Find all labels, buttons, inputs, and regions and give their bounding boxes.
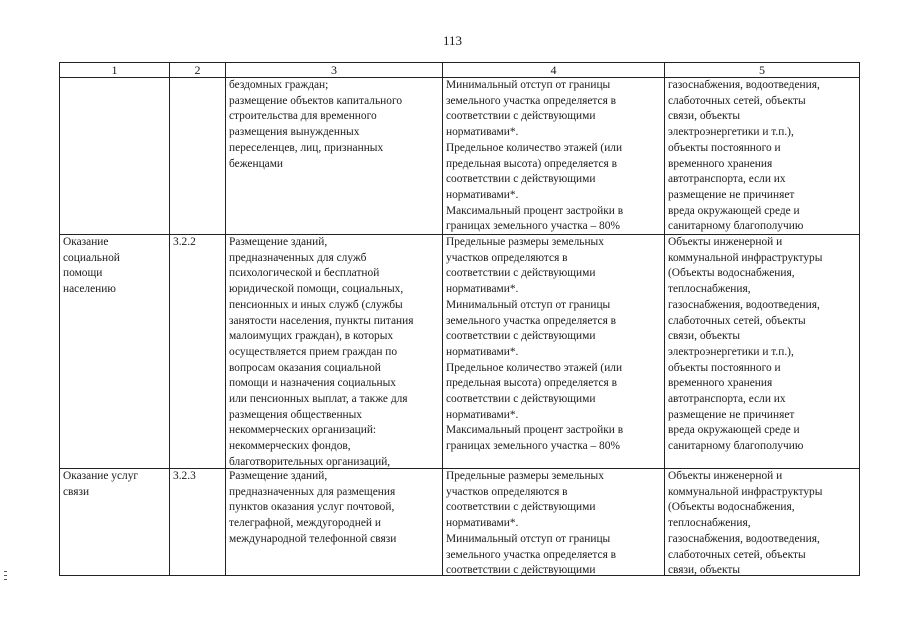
cell-text-line: Минимальный отступ от границы bbox=[446, 532, 611, 545]
cell-text-line: земельного участка определяется в bbox=[446, 548, 617, 561]
cell-text-line: земельного участка определяется в bbox=[446, 314, 617, 327]
cell-text-line: размещение не причиняет bbox=[668, 408, 795, 421]
cell-text-line: строительства для временного bbox=[229, 110, 377, 123]
cell-text-line: пунктов оказания услуг почтовой, bbox=[229, 501, 395, 514]
cell-text-line: соответствии с действующими bbox=[446, 267, 596, 280]
table-row bbox=[60, 78, 860, 235]
column-header-5: 5 bbox=[665, 63, 860, 78]
cell-text-line: предназначенных для служб bbox=[229, 251, 367, 264]
cell-text-line: размещения общественных bbox=[229, 408, 363, 421]
land-use-table bbox=[59, 62, 860, 576]
cell-text-line: Размещение зданий, bbox=[229, 470, 328, 482]
cell-text-line: некоммерческих организаций: bbox=[229, 424, 377, 437]
use-code-cell bbox=[170, 78, 226, 235]
cell-text-line: предназначенных для размещения bbox=[229, 485, 396, 498]
parameters-cell bbox=[443, 469, 665, 576]
cell-text-line: переселенцев, лиц, признанных bbox=[229, 141, 384, 154]
cell-text-line: коммунальной инфраструктуры bbox=[668, 485, 823, 498]
cell-text-line: соответствии с действующими bbox=[446, 501, 596, 514]
cell-text-line: связи bbox=[63, 485, 90, 498]
cell-text-line: коммунальной инфраструктуры bbox=[668, 251, 823, 264]
use-code-cell bbox=[170, 469, 226, 576]
use-name-cell bbox=[60, 469, 170, 576]
cell-text-line: временного хранения bbox=[668, 377, 773, 390]
cell-text-line: участков определяются в bbox=[446, 251, 568, 264]
cell-text-line: Предельные размеры земельных bbox=[446, 236, 604, 248]
cell-text-line: 3.2.3 bbox=[173, 470, 196, 482]
table-row bbox=[60, 469, 860, 576]
table-body bbox=[60, 78, 860, 576]
use-name-cell bbox=[60, 235, 170, 469]
cell-text-line: предельная высота) определяется в bbox=[446, 377, 617, 390]
cell-text-line: малоимущих граждан), в которых bbox=[229, 330, 394, 343]
cell-text-line: газоснабжения, водоотведения, bbox=[668, 79, 820, 91]
cell-text-line: Предельное количество этажей (или bbox=[446, 141, 623, 154]
cell-text-line: Минимальный отступ от границы bbox=[446, 298, 611, 311]
cell-text-line: вреда окружающей среде и bbox=[668, 424, 800, 437]
cell-text-line: размещение не причиняет bbox=[668, 188, 795, 201]
cell-text-line: предельная высота) определяется в bbox=[446, 157, 617, 170]
column-header-4: 4 bbox=[443, 63, 665, 78]
cell-text-line: соответствии с действующими bbox=[446, 393, 596, 406]
cell-text-line: Минимальный отступ от границы bbox=[446, 79, 611, 91]
cell-text-line: помощи и назначения социальных bbox=[229, 377, 396, 390]
cell-text-line: слаботочных сетей, объекты bbox=[668, 94, 806, 107]
cell-text-line: Объекты инженерной и bbox=[668, 236, 783, 248]
cell-text-line: границах земельного участка – 80% bbox=[446, 220, 620, 233]
cell-text-line: автотранспорта, если их bbox=[668, 173, 786, 186]
page-number: 113 bbox=[442, 33, 463, 48]
cell-text-line: осуществляется прием граждан по bbox=[229, 345, 398, 358]
cell-text-line: (Объекты водоснабжения, bbox=[668, 267, 795, 280]
cell-text-line: санитарному благополучию bbox=[668, 440, 804, 453]
table-row bbox=[60, 235, 860, 469]
cell-text-line: Предельное количество этажей (или bbox=[446, 361, 623, 374]
cell-text-line: электроэнергетики и т.п.), bbox=[668, 345, 794, 358]
use-description-cell bbox=[226, 469, 443, 576]
cell-text-line: нормативами*. bbox=[446, 283, 519, 296]
cell-text-line: психологической и бесплатной bbox=[229, 267, 380, 280]
cell-text-line: бездомных граждан; bbox=[229, 79, 329, 91]
cell-text-line: благотворительных организаций, bbox=[229, 455, 391, 468]
cell-text-line: теплоснабжения, bbox=[668, 517, 751, 530]
column-header-1: 1 bbox=[60, 63, 170, 78]
cell-text-line: Объекты инженерной и bbox=[668, 470, 783, 482]
cell-text-line: нормативами*. bbox=[446, 345, 519, 358]
cell-text-line: населению bbox=[63, 283, 116, 296]
cell-text-line: газоснабжения, водоотведения, bbox=[668, 298, 820, 311]
cell-text-line: слаботочных сетей, объекты bbox=[668, 314, 806, 327]
cell-text-line: временного хранения bbox=[668, 157, 773, 170]
cell-text-line: связи, объекты bbox=[668, 110, 740, 123]
table-header-row bbox=[60, 63, 860, 78]
cell-text-line: слаботочных сетей, объекты bbox=[668, 548, 806, 561]
cell-text-line: автотранспорта, если их bbox=[668, 393, 786, 406]
cell-text-line: соответствии с действующими bbox=[446, 330, 596, 343]
parameters-cell bbox=[443, 235, 665, 469]
use-description-cell bbox=[226, 78, 443, 235]
parameters-cell bbox=[443, 78, 665, 235]
cell-text-line: соответствии с действующими bbox=[446, 173, 596, 186]
column-header-2: 2 bbox=[170, 63, 226, 78]
auxiliary-uses-cell bbox=[665, 469, 860, 576]
cell-text-line: объекты постоянного и bbox=[668, 361, 781, 374]
cell-text-line: границах земельного участка – 80% bbox=[446, 440, 620, 453]
cell-text-line: нормативами*. bbox=[446, 408, 519, 421]
cell-text-line: теплоснабжения, bbox=[668, 283, 751, 296]
margin-marks bbox=[4, 571, 8, 585]
cell-text-line: электроэнергетики и т.п.), bbox=[668, 126, 794, 139]
cell-text-line: нормативами*. bbox=[446, 126, 519, 139]
use-name-cell bbox=[60, 78, 170, 235]
use-description-cell bbox=[226, 235, 443, 469]
auxiliary-uses-cell bbox=[665, 235, 860, 469]
cell-text-line: вопросам оказания социальной bbox=[229, 361, 381, 374]
cell-text-line: юридической помощи, социальных, bbox=[229, 283, 404, 296]
cell-text-line: соответствии с действующими bbox=[446, 564, 596, 575]
cell-text-line: размещения вынужденных bbox=[229, 126, 360, 139]
cell-text-line: помощи bbox=[63, 267, 103, 280]
cell-text-line: Оказание bbox=[63, 236, 109, 248]
cell-text-line: Максимальный процент застройки в bbox=[446, 204, 624, 217]
cell-text-line: нормативами*. bbox=[446, 188, 519, 201]
cell-text-line: нормативами*. bbox=[446, 517, 519, 530]
cell-text-line: газоснабжения, водоотведения, bbox=[668, 532, 820, 545]
use-code-cell bbox=[170, 235, 226, 469]
cell-text-line: участков определяются в bbox=[446, 485, 568, 498]
cell-text-line: связи, объекты bbox=[668, 330, 740, 343]
cell-text-line: Оказание услуг bbox=[63, 470, 139, 482]
cell-text-line: 3.2.2 bbox=[173, 236, 196, 248]
cell-text-line: Размещение зданий, bbox=[229, 236, 328, 248]
cell-text-line: объекты постоянного и bbox=[668, 141, 781, 154]
cell-text-line: социальной bbox=[63, 251, 120, 264]
cell-text-line: Предельные размеры земельных bbox=[446, 470, 604, 482]
auxiliary-uses-cell bbox=[665, 78, 860, 235]
cell-text-line: или пенсионных выплат, а также для bbox=[229, 393, 408, 406]
cell-text-line: телеграфной, междугородней и bbox=[229, 517, 381, 530]
cell-text-line: санитарному благополучию bbox=[668, 220, 804, 233]
cell-text-line: вреда окружающей среде и bbox=[668, 204, 800, 217]
cell-text-line: (Объекты водоснабжения, bbox=[668, 501, 795, 514]
cell-text-line: некоммерческих фондов, bbox=[229, 440, 351, 453]
cell-text-line: размещение объектов капитального bbox=[229, 94, 403, 107]
cell-text-line: занятости населения, пункты питания bbox=[229, 314, 414, 327]
cell-text-line: международной телефонной связи bbox=[229, 532, 397, 545]
cell-text-line: связи, объекты bbox=[668, 564, 740, 575]
cell-text-line: Максимальный процент застройки в bbox=[446, 424, 624, 437]
cell-text-line: беженцами bbox=[229, 157, 284, 170]
column-header-3: 3 bbox=[226, 63, 443, 78]
cell-text-line: земельного участка определяется в bbox=[446, 94, 617, 107]
cell-text-line: соответствии с действующими bbox=[446, 110, 596, 123]
cell-text-line: пенсионных и иных служб (службы bbox=[229, 298, 403, 311]
